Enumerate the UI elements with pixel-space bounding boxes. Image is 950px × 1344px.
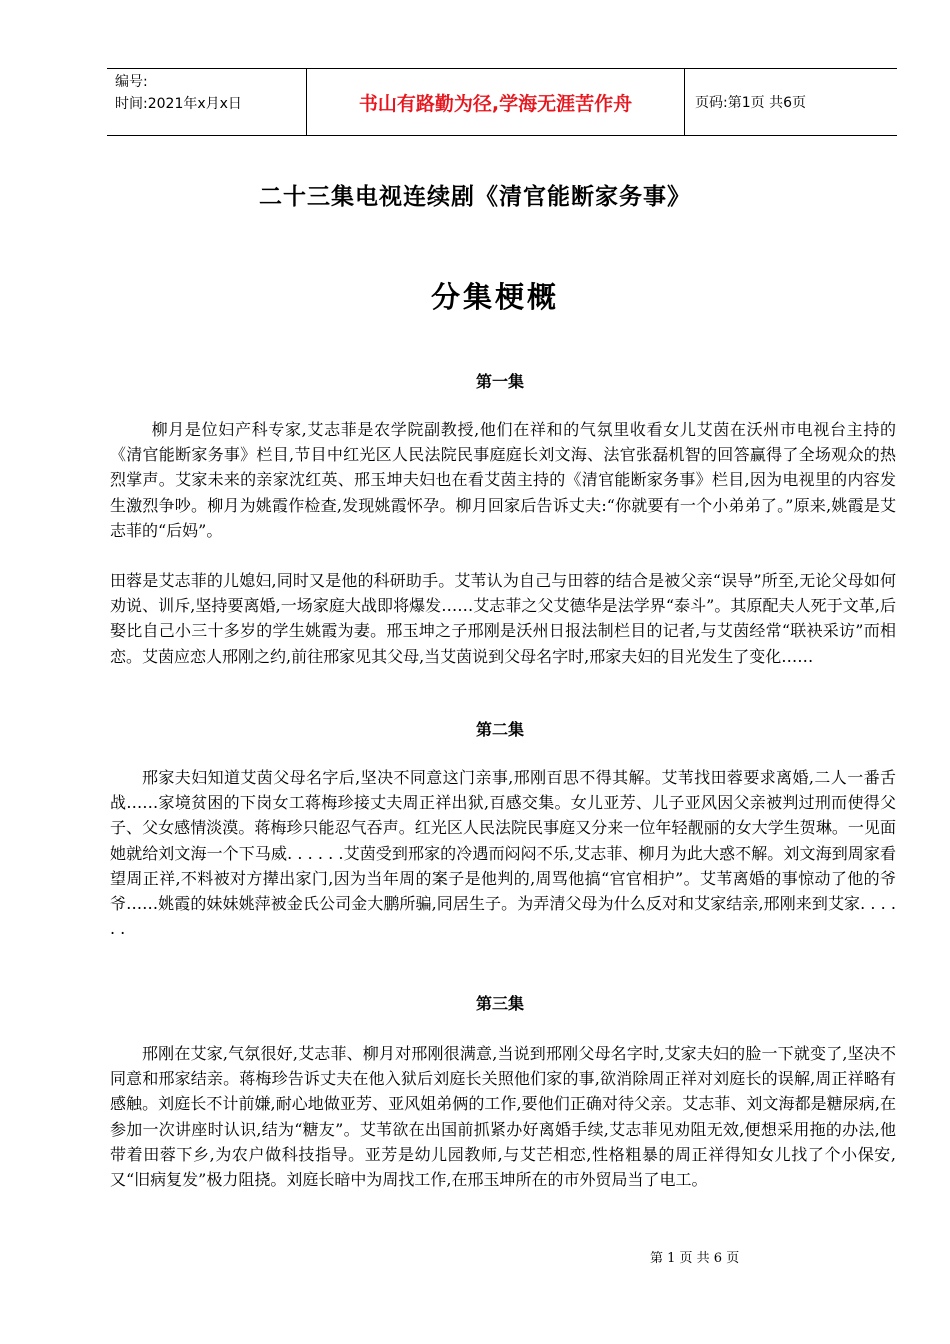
document-subtitle: 分集梗概 <box>430 280 559 314</box>
episode-1-paragraph-2: 田蓉是艾志菲的儿媳妇,同时又是他的科研助手。艾苇认为自己与田蓉的结合是被父亲“误导”所至,无论父母如何劝说、训斥,坚持要离婚,一场家庭大战即将爆发……艾志菲之父艾德华是法学界“泰斗”。其原配夫人死于文革,后娶比自己小三十多岁的学生姚霞为妻。邢玉坤之子邢刚是沃州日报法制栏目的记者,与艾茵经常“联袂采访”而相恋。艾茵应恋人邢刚之约,前往邢家见其父母,当艾茵说到父母名字时,邢家夫妇的目光发生了变化…… <box>110 571 896 666</box>
episode-1-paragraph-1: 柳月是位妇产科专家,艾志菲是农学院副教授,他们在祥和的气氛里收看女儿艾茵在沃州市电视台主持的《清官能断家务事》栏目,节目中红光区人民法院民事庭庭长刘文海、法官张磊机智的回答赢得了全场观众的热烈掌声。艾家未来的亲家沈红英、邢玉坤夫妇也在看艾茵主持的《清官能断家务事》栏目,因为电视里的内容发生激烈争吵。柳月为姚霞作检查,发现姚霞怀孕。柳月回家后告诉丈夫:“你就要有一个小弟弟了。”原来,姚霞是艾志菲的“后妈”。 <box>110 420 896 540</box>
document-time-label: 时间:2021年x月x日 <box>115 96 242 112</box>
episode-heading-3: 第三集 <box>475 994 524 1013</box>
header-meta-cell <box>107 69 307 135</box>
document-number-label: 编号: <box>115 74 148 90</box>
header-motto: 书山有路勤为径,学海无涯苦作舟 <box>307 69 685 135</box>
header-page-info: 页码:第1页 共6页 <box>695 95 806 111</box>
document-title: 二十三集电视连续剧《清官能断家务事》 <box>259 184 691 210</box>
header-table <box>107 68 897 136</box>
episode-3-paragraph-1: 邢刚在艾家,气氛很好,艾志菲、柳月对邢刚很满意,当说到邢刚父母名字时,艾家夫妇的脸一下就变了,坚决不同意和邢家结亲。蒋梅珍告诉丈夫在他入狱后刘庭长关照他们家的事,欲消除周正祥对刘庭长的误解,周正祥略有感触。刘庭长不计前嫌,耐心地做亚芳、亚风姐弟俩的工作,要他们正确对待父亲。艾志菲、刘文海都是糖尿病,在参加一次讲座时认识,结为“糖友”。艾苇欲在出国前抓紧办好离婚手续,艾志菲见劝阻无效,便想采用拖的办法,他带着田蓉下乡,为农户做科技指导。亚芳是幼儿园教师,与艾芒相恋,性格粗暴的周正祥得知女儿找了个小保安,又“旧病复发”极力阻挠。刘庭长暗中为周找工作,在邢玉坤所在的市外贸局当了电工。 <box>110 1044 896 1190</box>
episode-2-paragraph-1: 邢家夫妇知道艾茵父母名字后,坚决不同意这门亲事,邢刚百思不得其解。艾苇找田蓉要求离婚,二人一番舌战……家境贫困的下岗女工蒋梅珍接丈夫周正祥出狱,百感交集。女儿亚芳、儿子亚风因父亲被判过刑而使得父子、父女感情淡漠。蒋梅珍只能忍气吞声。红光区人民法院民事庭又分来一位年轻靓丽的女大学生贺琳。一见面她就给刘文海一个下马威. . . . . .艾茵受到邢家的冷遇而闷闷不乐,艾志菲、柳月为此大惑不解。刘文海到周家看望周正祥,不料被对方撵出家门,因为当年周的案子是他判的,周骂他搞“官官相护”。艾苇离婚的事惊动了他的爷爷……姚霞的妹妹姚萍被金氏公司金大鹏所骗,同居生子。为弄清父母为什么反对和艾家结亲,邢刚来到艾家. . . . . . <box>110 768 896 939</box>
page-footer: 第 1 页 共 6 页 <box>650 1251 740 1266</box>
episode-heading-1: 第一集 <box>475 372 524 391</box>
episode-heading-2: 第二集 <box>475 720 524 739</box>
